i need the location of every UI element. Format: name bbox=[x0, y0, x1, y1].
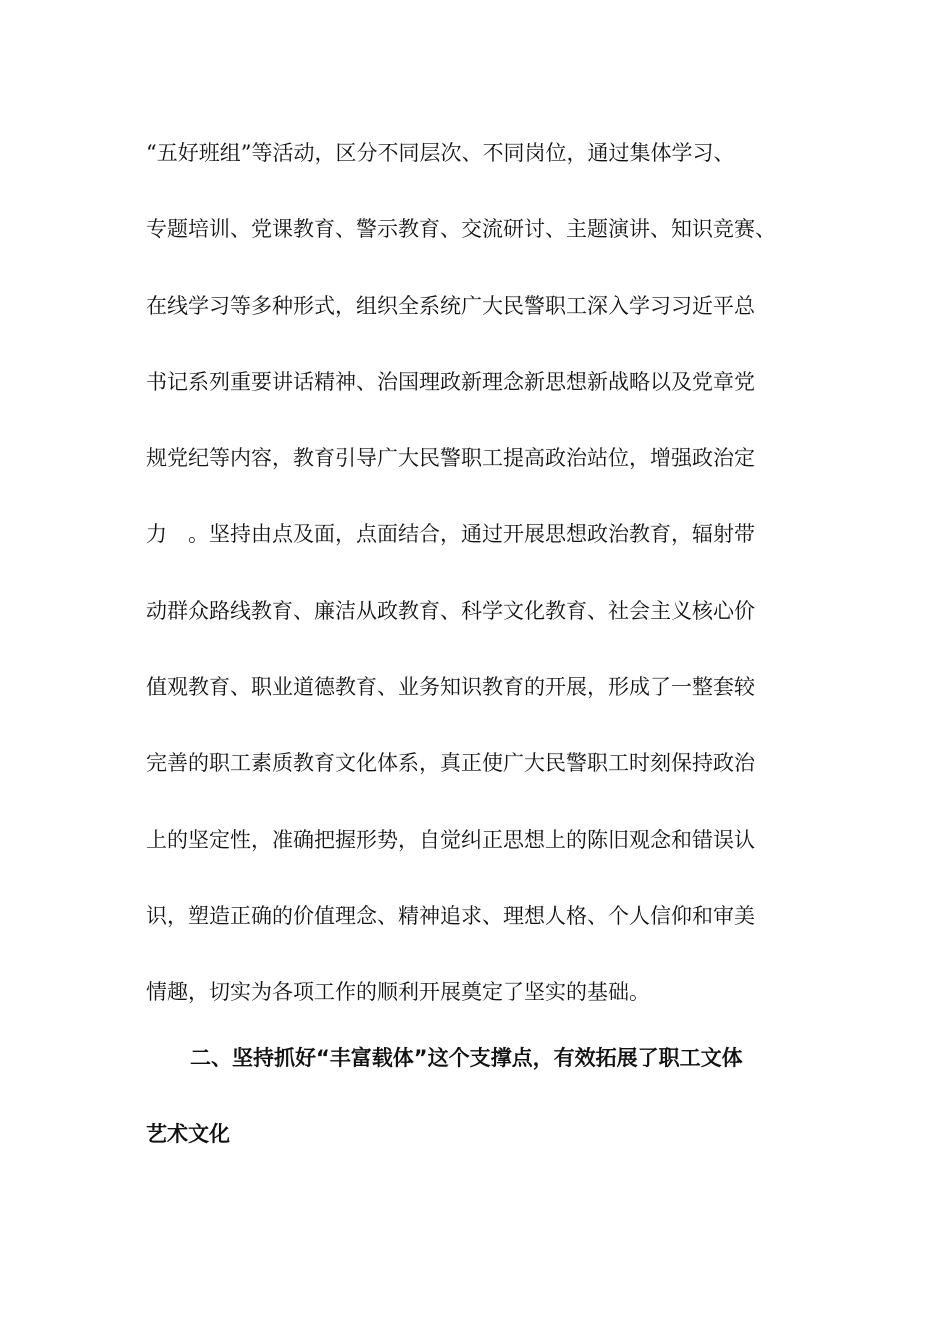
paragraph-line: 书记系列重要讲话精神、治国理政新理念新思想新战略以及党章党 bbox=[146, 369, 755, 394]
paragraph-line: 识，塑造正确的价值理念、精神追求、理想人格、个人信仰和审美 bbox=[146, 903, 755, 928]
paragraph-line: 力 。坚持由点及面，点面结合，通过开展思想政治教育，辐射带 bbox=[146, 522, 755, 547]
section-heading-line: 艺术文化 bbox=[146, 1122, 230, 1147]
paragraph-line: 完善的职工素质教育文化体系，真正使广大民警职工时刻保持政治 bbox=[146, 751, 755, 776]
section-heading-line: 二、坚持抓好“丰富载体”这个支撑点，有效拓展了职工文体 bbox=[190, 1046, 743, 1070]
body-paragraph bbox=[146, 134, 846, 1050]
paragraph-line: 专题培训、党课教育、警示教育、交流研讨、主题演讲、知识竞赛、 bbox=[146, 217, 776, 242]
section-heading bbox=[146, 1039, 846, 1192]
paragraph-line: 值观教育、职业道德教育、业务知识教育的开展，形成了一整套较 bbox=[146, 675, 755, 700]
paragraph-line: “五好班组”等活动，区分不同层次、不同岗位，通过集体学习、 bbox=[146, 141, 735, 165]
paragraph-line: 动群众路线教育、廉洁从政教育、科学文化教育、社会主义核心价 bbox=[146, 598, 755, 623]
paragraph-line: 在线学习等多种形式，组织全系统广大民警职工深入学习习近平总 bbox=[146, 293, 755, 318]
paragraph-line: 规党纪等内容，教育引导广大民警职工提高政治站位，增强政治定 bbox=[146, 446, 755, 471]
paragraph-line: 上的坚定性，准确把握形势，自觉纠正思想上的陈旧观念和错误认 bbox=[146, 827, 755, 852]
paragraph-line: 情趣，切实为各项工作的顺利开展奠定了坚实的基础。 bbox=[146, 980, 650, 1005]
